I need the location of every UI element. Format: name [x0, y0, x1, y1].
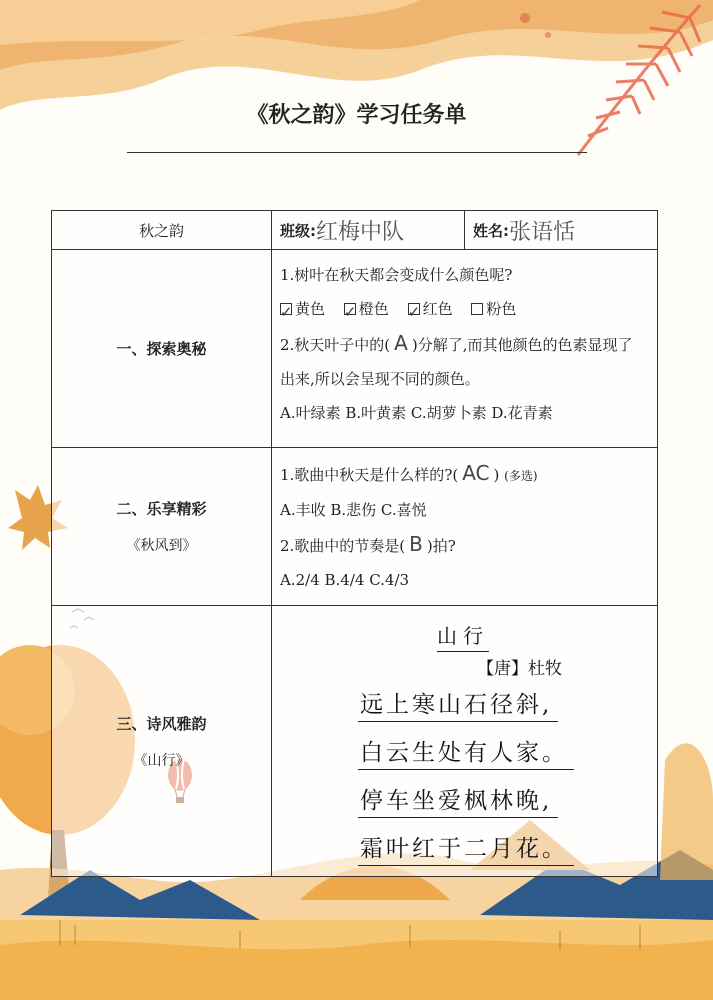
checkbox-pink[interactable] — [471, 303, 483, 315]
section-music-title: 二、乐享精彩 — [116, 500, 207, 518]
song-title: 《秋风到》 — [126, 538, 197, 554]
poem-cell — [272, 606, 658, 877]
student-info-cell — [272, 211, 658, 250]
poem-title-label: 《山行》 — [133, 752, 190, 769]
question-rhythm: 2.歌曲中的节奏是( B )拍? — [280, 532, 456, 556]
rhythm-options: A.2/4 B.4/4 C.4/3 — [280, 571, 410, 589]
poem-title: 山行 — [437, 620, 489, 652]
checkbox-orange[interactable] — [344, 303, 356, 315]
pigment-answer: A — [394, 331, 408, 355]
poem-line: 远上寒山石径斜, — [358, 686, 558, 722]
rhythm-answer: B — [409, 532, 423, 556]
poem-author: 【唐】杜牧 — [477, 659, 562, 679]
multi-select-note: (多选) — [504, 469, 538, 483]
header-row — [52, 211, 658, 250]
section-music-row — [52, 448, 658, 606]
question-pigment: 2.秋天叶子中的( A )分解了,而其他颜色的色素显现了出来,所以会呈现不同的颜色。 — [280, 331, 633, 388]
section-explore-title: 一、探索奥秘 — [116, 340, 207, 358]
leaf-color-options: ✓黄色 ✓ 橙色 ✓ 红色 粉色 — [280, 292, 647, 326]
page-title: 《秋之韵》学习任务单 — [246, 103, 467, 128]
title-underline — [127, 152, 587, 153]
section-explore-questions — [272, 250, 658, 448]
section-poetry-row — [52, 606, 658, 877]
name-value: 张语恬 — [509, 219, 576, 245]
poem-line: 霜叶红于二月花。 — [358, 830, 574, 866]
question-leaf-color: 1.树叶在秋天都会变成什么颜色呢? — [280, 266, 513, 284]
section-explore-row — [52, 250, 658, 448]
class-label: 班级: — [280, 221, 316, 240]
autumn-mood-answer: AC — [462, 461, 490, 485]
class-value: 红梅中队 — [316, 219, 405, 245]
checkbox-yellow[interactable] — [280, 303, 292, 315]
section-poetry-title: 三、诗风雅韵 — [116, 714, 207, 733]
pigment-options: A.叶绿素 B.叶黄素 C.胡萝卜素 D.花青素 — [280, 404, 553, 422]
poem-line: 停车坐爱枫林晚, — [358, 782, 558, 818]
question-autumn-mood: 1.歌曲中秋天是什么样的?( AC ) (多选) — [280, 461, 538, 485]
name-label: 姓名: — [473, 221, 509, 240]
checkbox-red[interactable] — [408, 303, 420, 315]
poem-line: 白云生处有人家。 — [358, 734, 574, 770]
theme-cell: 秋之韵 — [52, 211, 272, 250]
section-music-questions — [272, 448, 658, 606]
autumn-mood-options: A.丰收 B.悲伤 C.喜悦 — [280, 501, 427, 519]
task-table — [51, 210, 658, 877]
